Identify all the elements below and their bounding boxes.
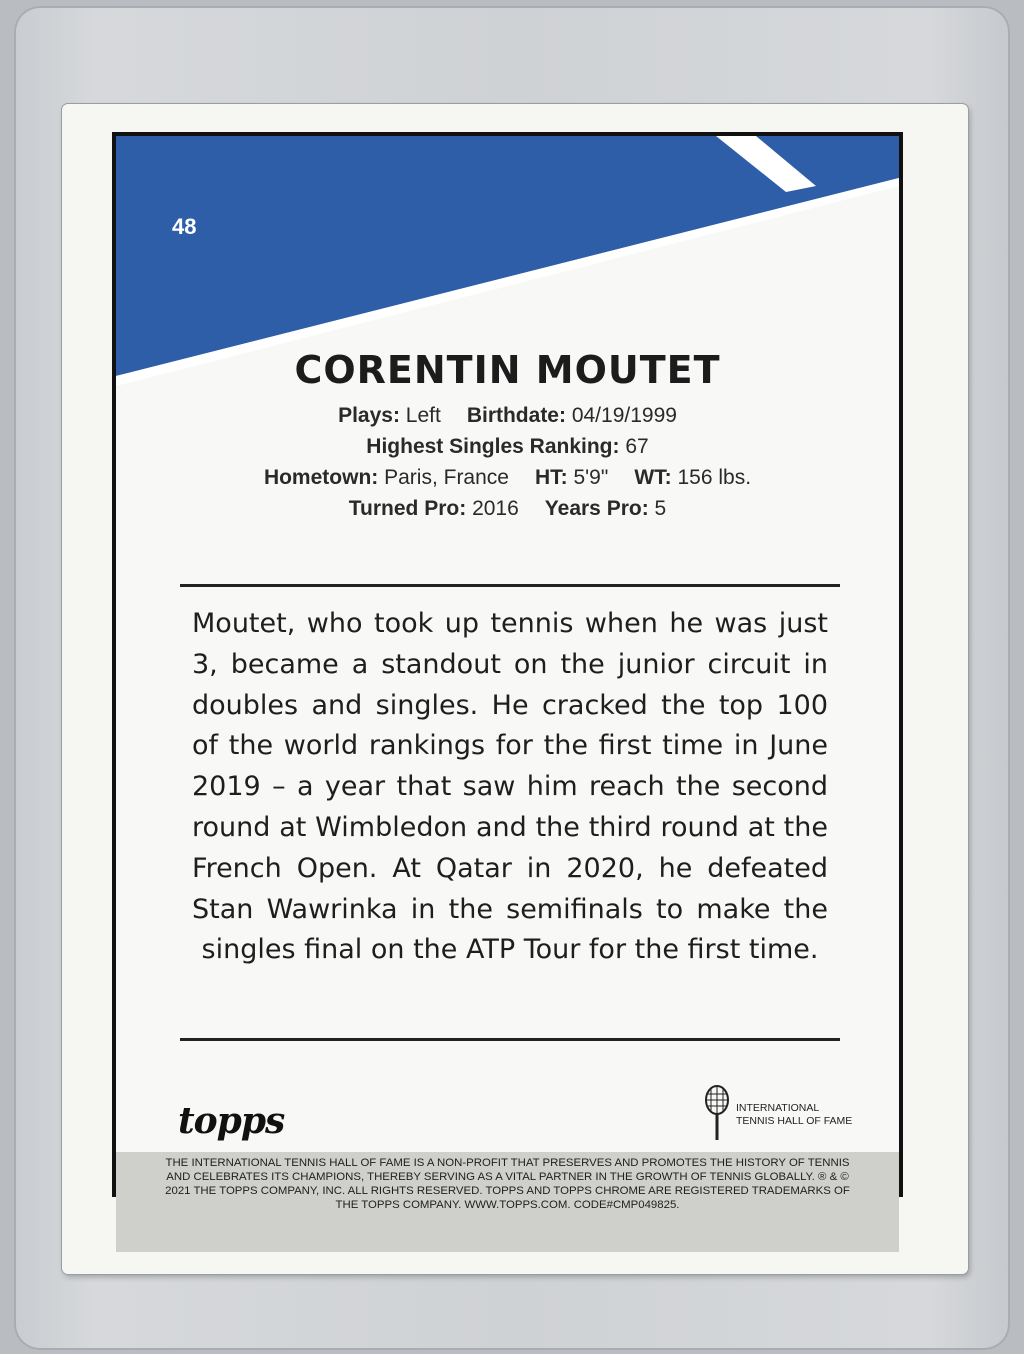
- stat-line-1: [116, 404, 899, 428]
- stat-label: Hometown:: [263, 466, 379, 489]
- stat-value: 2016: [466, 497, 519, 520]
- stat-value: 04/19/1999: [565, 404, 677, 427]
- hof-line-2: TENNIS HALL OF FAME: [736, 1115, 853, 1127]
- legal-line: THE INTERNATIONAL TENNIS HALL OF FAME IS A NON-PROFIT THAT PRESERVES AND PROMOTES THE HISTORY OF TENNIS: [165, 1157, 850, 1169]
- player-name: CORENTIN MOUTET: [294, 348, 721, 392]
- hall-of-fame-logo: [702, 1084, 882, 1144]
- legal-line: AND CELEBRATES ITS CHAMPIONS, THEREBY SERVING AS A VITAL PARTNER IN THE GROWTH OF TENNIS GLOBALLY. ® & ©: [166, 1171, 849, 1183]
- stat-label: HT:: [534, 466, 568, 489]
- hall-of-fame-text: [736, 1102, 852, 1128]
- stat-label: Highest Singles Ranking:: [366, 435, 620, 458]
- stat-value: Paris, France: [378, 466, 509, 489]
- stat-label: WT:: [634, 466, 672, 489]
- stat-line-3: [116, 466, 899, 490]
- legal-line: 2021 THE TOPPS COMPANY, INC. ALL RIGHTS RESERVED. TOPPS AND TOPPS CHROME ARE REGISTERED TRADEMARKS OF: [165, 1185, 850, 1197]
- card-frame: [112, 132, 903, 1211]
- topps-logo: topps: [178, 1100, 285, 1142]
- stat-value: 5'9": [567, 466, 609, 489]
- trading-card: [62, 104, 968, 1274]
- stat-line-2: [116, 435, 899, 459]
- tennis-racket-icon: [702, 1084, 732, 1144]
- stat-value: Left: [399, 404, 441, 427]
- legal-line: THE TOPPS COMPANY. WWW.TOPPS.COM. CODE#CMP049825.: [335, 1199, 680, 1211]
- hof-line-1: INTERNATIONAL: [736, 1102, 820, 1114]
- legal-text: [116, 1152, 899, 1252]
- stat-value: 5: [648, 497, 667, 520]
- stat-line-4: [116, 497, 899, 521]
- stat-label: Turned Pro:: [348, 497, 467, 520]
- divider-bottom: [180, 1038, 840, 1041]
- card-number: 48: [172, 214, 197, 239]
- divider-top: [180, 584, 840, 587]
- stat-value: 156 lbs.: [671, 466, 752, 489]
- stat-value: 67: [619, 435, 649, 458]
- stat-label: Birthdate:: [466, 404, 566, 427]
- stat-label: Plays:: [338, 404, 400, 427]
- stat-label: Years Pro:: [544, 497, 649, 520]
- player-bio: Moutet, who took up tennis when he was just 3, became a standout on the junior circuit in doubles and singles. He cracked the top 100 of the world rankings for the first time in June 2019 – a year that saw him reach the second round at Wimbledon and the third round at the French Open. At Qatar in 2020, he defeated Stan Wawrinka in the semifinals to make the singles final on the ATP Tour for the first time.: [192, 608, 828, 966]
